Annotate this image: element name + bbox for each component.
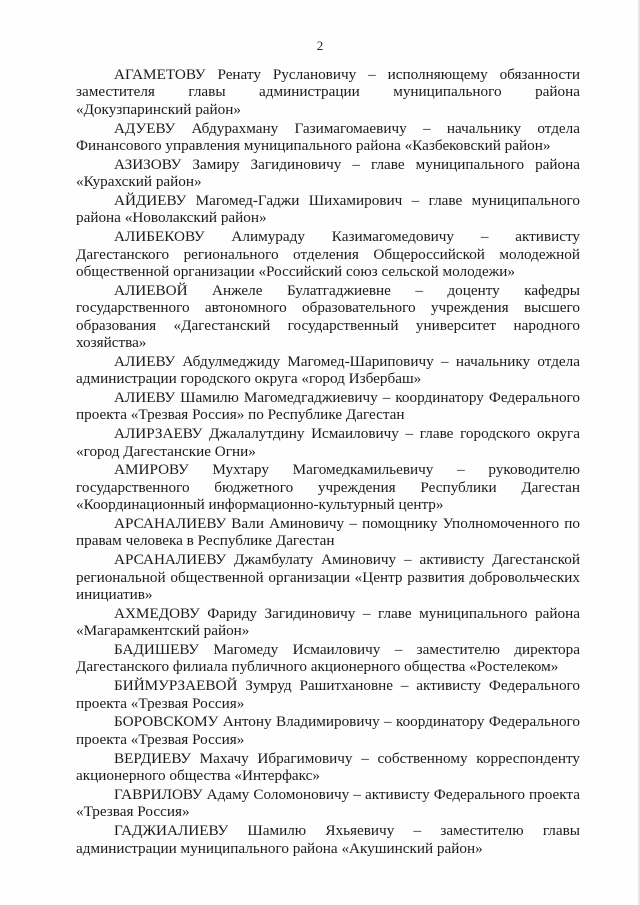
list-item: АДУЕВУ Абдурахману Газимагомаевичу – начальнику отдела Финансового управления муниципального района «Казбековский район» [76,119,580,155]
list-item: АГАМЕТОВУ Ренату Руслановичу – исполняющему обязанности заместителя главы администрации муниципального района «Докузпаринский район» [76,66,580,118]
list-item: АЛИЕВУ Шамилю Магомедгаджиевичу – координатору Федерального проекта «Трезвая Россия» по Республике Дагестан [76,389,580,424]
award-list [76,66,580,858]
list-item: АРСАНАЛИЕВУ Вали Аминовичу – помощнику Уполномоченного по правам человека в Республике Дагестан [76,515,580,550]
list-item: БИЙМУРЗАЕВОЙ Зумруд Рашитхановне – активисту Федерального проекта «Трезвая Россия» [76,677,580,712]
list-item: АЛИЕВУ Абдулмеджиду Магомед-Шариповичу – начальнику отдела администрации городского округа «город Избербаш» [76,352,580,388]
list-item: БОРОВСКОМУ Антону Владимировичу – координатору Федерального проекта «Трезвая Россия» [76,713,580,748]
list-item: АХМЕДОВУ Фариду Загидиновичу – главе муниципального района «Магарамкентский район» [76,604,580,640]
list-item: АМИРОВУ Мухтару Магомедкамильевичу – руководителю государственного бюджетного учреждения Республики Дагестан «Координационный информационно-культурный центр» [76,461,580,514]
list-item: ГАДЖИАЛИЕВУ Шамилю Яхьяевичу – заместителю главы администрации муниципального района «Акушинский район» [76,822,580,857]
list-item: АЛИРЗАЕВУ Джалалутдину Исмаиловичу – главе городского округа «город Дагестанские Огни» [76,425,580,460]
list-item: БАДИШЕВУ Магомеду Исмаиловичу – заместителю директора Дагестанского филиала публичного акционерного общества «Ростелеком» [76,641,580,676]
list-item: ВЕРДИЕВУ Махачу Ибрагимовичу – собственному корреспонденту акционерного общества «Интерфакс» [76,749,580,785]
page-number: 2 [316,38,324,53]
list-item: АЛИБЕКОВУ Алимураду Казимагомедовичу – активисту Дагестанского регионального отделения Общероссийской молодежной общественной организации «Российский союз сельской молодежи» [76,228,580,281]
list-item: ГАВРИЛОВУ Адаму Соломоновичу – активисту Федерального проекта «Трезвая Россия» [76,785,580,821]
list-item: АЗИЗОВУ Замиру Загидиновичу – главе муниципального района «Курахский район» [76,155,580,191]
list-item: АРСАНАЛИЕВУ Джамбулату Аминовичу – активисту Дагестанской региональной общественной организации «Центр развития добровольческих инициатив» [76,551,580,604]
list-item: АЛИЕВОЙ Анжеле Булатгаджиевне – доценту кафедры государственного автономного образовательного учреждения высшего образования «Дагестанский государственный университет народного хозяйства» [76,281,580,352]
list-item: АЙДИЕВУ Магомед-Гаджи Шихамирович – главе муниципального района «Новолакский район» [76,192,580,227]
